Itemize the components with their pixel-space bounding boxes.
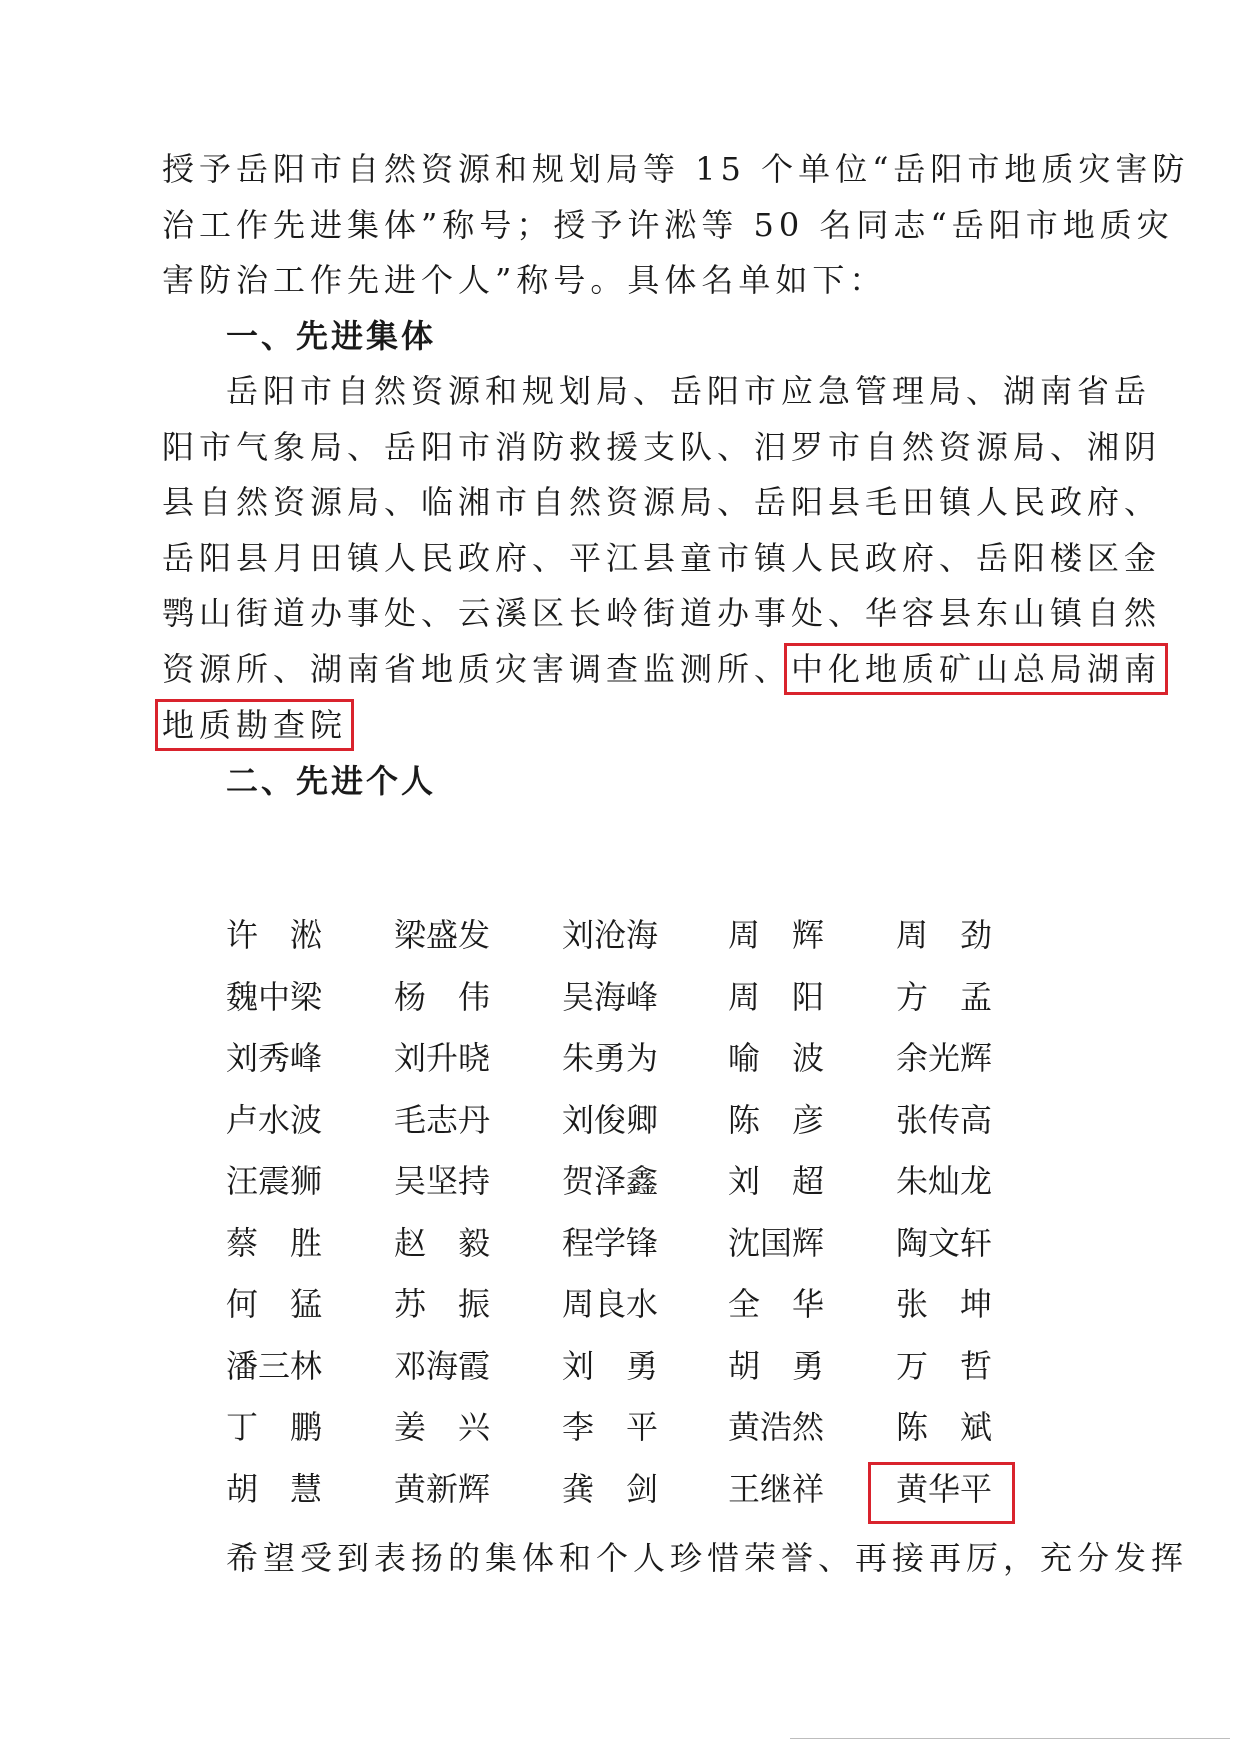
person-name: 胡 勇 <box>728 1346 825 1385</box>
person-name: 沈国辉 <box>728 1223 825 1262</box>
person-name: 毛志丹 <box>394 1100 491 1139</box>
person-name: 龚 剑 <box>562 1469 659 1508</box>
collective-line-1: 岳阳市自然资源和规划局、岳阳市应急管理局、湖南省岳 <box>226 372 1152 410</box>
highlighted-person-name: 黄华平 <box>896 1469 993 1508</box>
person-name: 张 坤 <box>896 1285 993 1323</box>
section1-heading: 一、先进集体 <box>226 317 437 355</box>
highlighted-unit-part-1: 中化地质矿山总局湖南 <box>791 650 1162 688</box>
highlight-box <box>868 1462 1015 1524</box>
person-name: 何 猛 <box>226 1285 323 1323</box>
person-name: 全 华 <box>728 1285 825 1323</box>
person-name: 梁盛发 <box>394 916 491 954</box>
person-name: 刘沧海 <box>562 916 659 954</box>
person-name: 丁 鹏 <box>226 1408 323 1446</box>
collective-line-7 <box>162 705 1082 745</box>
person-name: 苏 振 <box>394 1285 491 1323</box>
person-name: 陶文轩 <box>896 1223 993 1262</box>
person-name: 卢水波 <box>226 1100 323 1139</box>
person-name: 黄浩然 <box>728 1408 825 1446</box>
person-name: 赵 毅 <box>394 1223 491 1262</box>
person-name: 蔡 胜 <box>226 1223 323 1262</box>
closing-line: 希望受到表扬的集体和个人珍惜荣誉、再接再厉，充分发挥 <box>226 1539 1189 1577</box>
person-name: 姜 兴 <box>394 1408 491 1446</box>
person-name: 刘秀峰 <box>226 1039 323 1077</box>
person-name: 吴海峰 <box>562 977 659 1016</box>
person-name: 许 淞 <box>226 916 323 954</box>
person-name: 刘升晓 <box>394 1039 491 1077</box>
person-name: 黄新辉 <box>394 1469 491 1508</box>
collective-line-6-prefix: 资源所、湖南省地质灾害调查监测所、 <box>162 650 792 688</box>
person-name: 陈 斌 <box>896 1408 993 1446</box>
person-name: 万 哲 <box>896 1346 993 1385</box>
person-name: 陈 彦 <box>728 1100 825 1139</box>
person-name: 周 辉 <box>728 916 825 954</box>
person-name: 吴坚持 <box>394 1162 491 1200</box>
intro-line-2: 治工作先进集体”称号；授予许淞等 50 名同志“岳阳市地质灾 <box>162 206 1174 244</box>
collective-line-3: 县自然资源局、临湘市自然资源局、岳阳县毛田镇人民政府、 <box>162 483 1162 521</box>
person-name: 余光辉 <box>896 1039 993 1077</box>
person-name: 李 平 <box>562 1408 659 1446</box>
highlighted-unit-part-2: 地质勘查院 <box>162 706 348 744</box>
person-name: 方 孟 <box>896 977 993 1016</box>
person-name: 喻 波 <box>728 1039 825 1077</box>
person-name: 周良水 <box>562 1285 659 1323</box>
scan-edge-line <box>790 1738 1230 1739</box>
person-name: 刘 勇 <box>562 1346 659 1385</box>
person-name: 杨 伟 <box>394 977 491 1016</box>
person-name: 潘三林 <box>226 1346 323 1385</box>
person-name: 刘 超 <box>728 1162 825 1200</box>
person-name: 朱勇为 <box>562 1039 659 1077</box>
person-name: 张传高 <box>896 1100 993 1139</box>
person-name: 魏中梁 <box>226 977 323 1016</box>
collective-line-5: 鹗山街道办事处、云溪区长岭街道办事处、华容县东山镇自然 <box>162 594 1162 632</box>
person-name: 周 阳 <box>728 977 825 1016</box>
person-name: 胡 慧 <box>226 1469 323 1508</box>
intro-line-3: 害防治工作先进个人”称号。具体名单如下： <box>162 261 887 299</box>
section2-heading: 二、先进个人 <box>226 762 437 800</box>
person-name: 王继祥 <box>728 1469 825 1508</box>
collective-line-4: 岳阳县月田镇人民政府、平江县童市镇人民政府、岳阳楼区金 <box>162 539 1162 577</box>
person-name: 贺泽鑫 <box>562 1162 659 1200</box>
person-name: 朱灿龙 <box>896 1162 993 1200</box>
person-name: 程学锋 <box>562 1223 659 1262</box>
person-name: 汪震狮 <box>226 1162 323 1200</box>
person-name: 周 劲 <box>896 916 993 954</box>
person-name: 刘俊卿 <box>562 1100 659 1139</box>
person-name: 邓海霞 <box>394 1346 491 1385</box>
intro-line-1: 授予岳阳市自然资源和规划局等 15 个单位“岳阳市地质灾害防 <box>162 150 1190 188</box>
collective-line-2: 阳市气象局、岳阳市消防救援支队、汨罗市自然资源局、湘阴 <box>162 428 1162 466</box>
collective-line-6 <box>162 649 1162 689</box>
